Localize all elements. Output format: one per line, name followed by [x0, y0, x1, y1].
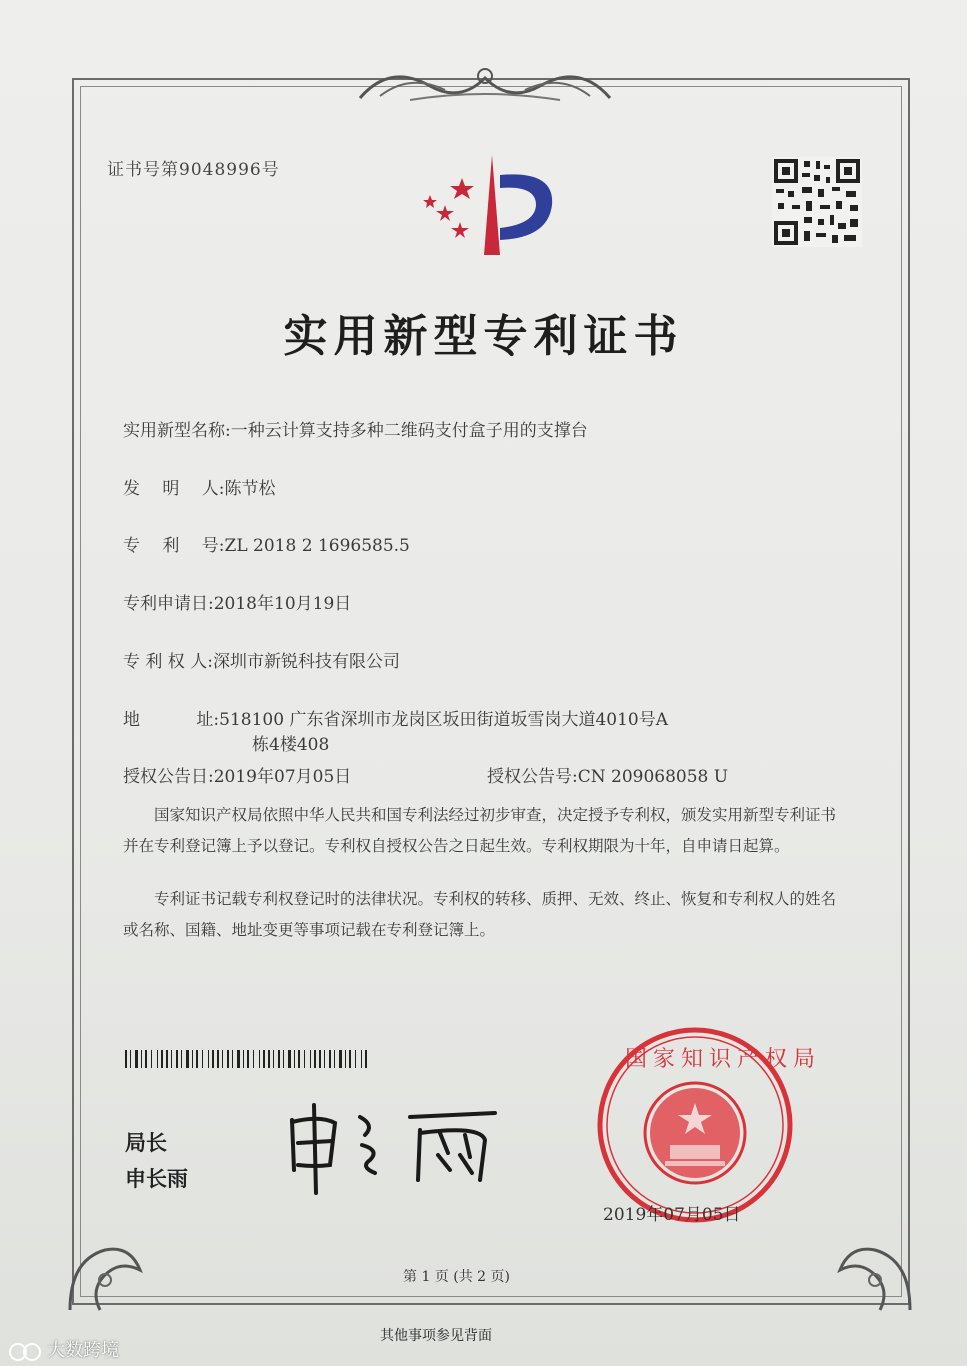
director-title: 局长 [125, 1131, 167, 1155]
patent-number-row [123, 531, 410, 556]
legal-status-paragraph: 专利证书记载专利权登记时的法律状况。专利权的转移、质押、无效、终止、恢复和专利权人的姓名或名称、国籍、地址变更等事项记载在专利登记簿上。 [123, 890, 837, 939]
patentee-label: 专 利 权 人: [123, 652, 213, 672]
patentee-value: 深圳市新锐科技有限公司 [212, 652, 400, 672]
grant-date-value: 2019年07月05日 [213, 767, 352, 787]
address-label: 地 址: [123, 710, 220, 730]
application-date-label: 专利申请日: [123, 594, 214, 614]
utility-model-name-label: 实用新型名称: [123, 421, 231, 441]
seal-text: 国家知识产权局 [625, 1047, 822, 1072]
grant-number-label: 授权公告号: [487, 767, 578, 787]
certificate-number: 证书号第9048996号 [107, 160, 280, 180]
grant-number-row [487, 762, 728, 787]
watermark [8, 1336, 119, 1363]
patent-number-label: 专 利 号: [123, 536, 225, 556]
grant-date-row [123, 762, 351, 787]
inventor-row [123, 474, 276, 499]
utility-model-name-row [123, 416, 588, 441]
patentee-row [123, 647, 400, 672]
inventor-label: 发 明 人: [123, 479, 225, 499]
page-number: 第 1 页 (共 2 页) [403, 1269, 510, 1285]
grant-number-value: CN 209068058 U [577, 767, 729, 787]
address-value-line1: 518100 广东省深圳市龙岗区坂田街道坂雪岗大道4010号A [219, 710, 668, 730]
director-name: 申长雨 [125, 1167, 188, 1191]
watermark-text: 大数跨境 [47, 1340, 120, 1361]
top-ornament-icon [350, 58, 620, 108]
inventor-value: 陈节松 [224, 479, 276, 499]
watermark-logo-icon [8, 1341, 42, 1363]
patent-number-value: ZL 2018 2 1696585.5 [224, 536, 410, 556]
director-signature [280, 1095, 510, 1195]
seal-date: 2019年07月05日 [603, 1205, 741, 1225]
barcode-icon [125, 1050, 370, 1068]
grant-paragraph: 国家知识产权局依照中华人民共和国专利法经过初步审查，决定授予专利权，颁发实用新型专利证书并在专利登记簿上予以登记。专利权自授权公告之日起生效。专利权期限为十年，自申请日起算。 [123, 806, 837, 855]
address-value-line2: 栋4楼408 [252, 735, 330, 755]
qr-code-icon [772, 157, 862, 247]
application-date-value: 2018年10月19日 [213, 594, 352, 614]
address-row [123, 705, 668, 730]
application-date-row [123, 589, 351, 614]
grant-date-label: 授权公告日: [123, 767, 214, 787]
utility-model-name-value: 一种云计算支持多种二维码支付盒子用的支撑台 [230, 421, 588, 441]
back-note: 其他事项参见背面 [380, 1328, 492, 1344]
certificate-title: 实用新型专利证书 [283, 311, 684, 362]
patent-office-logo-icon [420, 150, 560, 260]
